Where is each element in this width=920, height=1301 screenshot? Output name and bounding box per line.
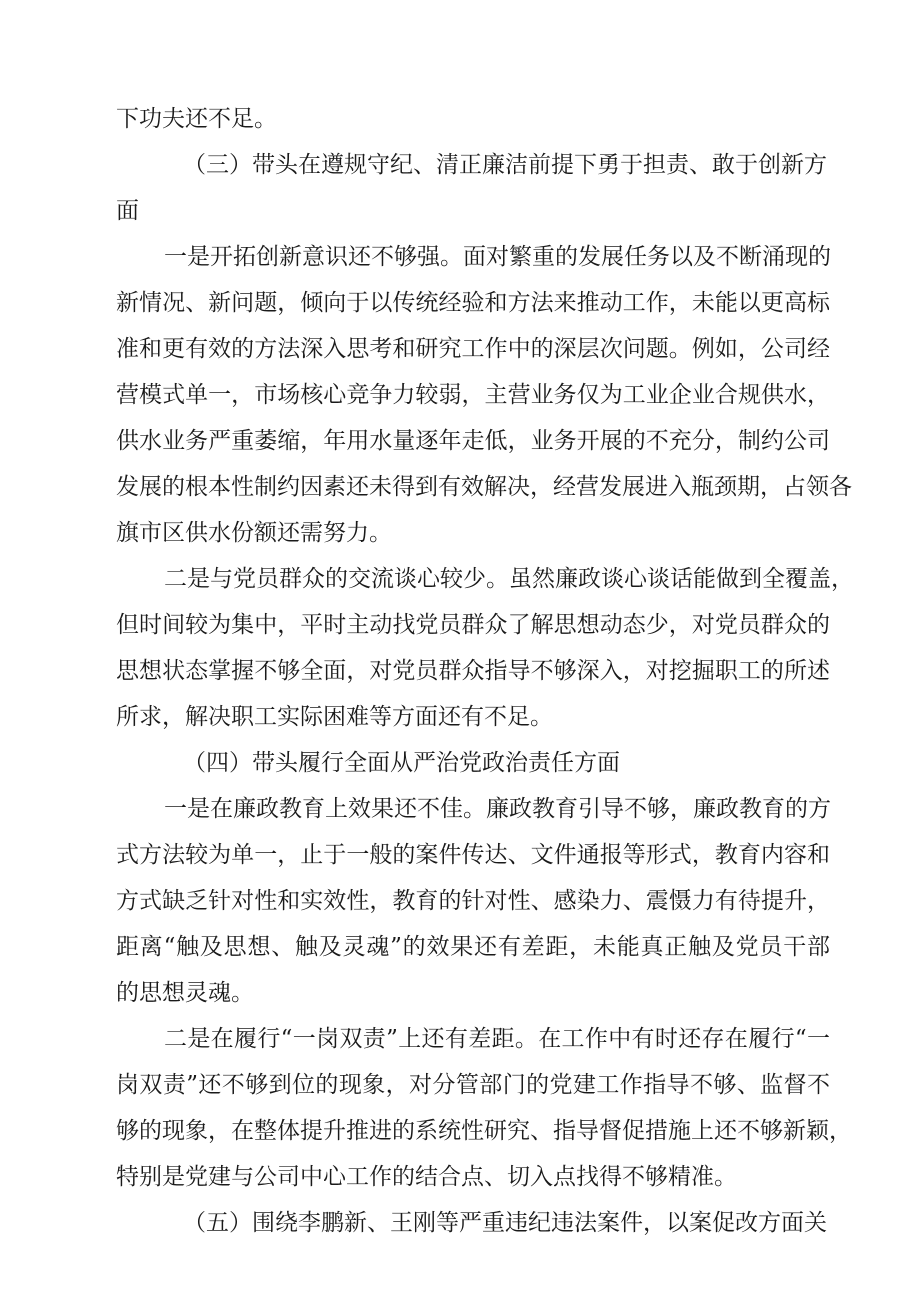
text-line: 所求，解决职工实际困难等方面还有不足。 — [116, 704, 553, 730]
text-line: 供水业务严重萎缩，年用水量逐年走低，业务开展的不充分，制约公司 — [116, 428, 830, 454]
section-heading: （四）带头履行全面从严治党政治责任方面 — [183, 750, 620, 776]
text-line: 够的现象，在整体提升推进的系统性研究、指导督促措施上还不够新颖， — [116, 1118, 852, 1144]
text-line: 新情况、新问题，倾向于以传统经验和方法来推动工作，未能以更高标 — [116, 290, 830, 316]
text-line: 但时间较为集中，平时主动找党员群众了解思想动态少，对党员群众的 — [116, 612, 830, 638]
section-heading: 面 — [116, 198, 139, 224]
text-line: 方式缺乏针对性和实效性，教育的针对性、感染力、震慑力有待提升， — [116, 888, 830, 914]
section-heading: （五）围绕李鹏新、王刚等严重违纪违法案件，以案促改方面关 — [183, 1210, 827, 1236]
text-line: 一是开拓创新意识还不够强。面对繁重的发展任务以及不断涌现的 — [164, 244, 831, 270]
text-line: 二是与党员群众的交流谈心较少。虽然廉政谈心谈话能做到全覆盖， — [164, 566, 854, 592]
text-line: 特别是党建与公司中心工作的结合点、切入点找得不够精准。 — [116, 1164, 737, 1190]
text-line: 岗双责”还不够到位的现象，对分管部门的党建工作指导不够、监督不 — [116, 1072, 830, 1098]
text-line: 准和更有效的方法深入思考和研究工作中的深层次问题。例如，公司经 — [116, 336, 830, 362]
text-line: 旗市区供水份额还需努力。 — [116, 520, 392, 546]
text-line: 式方法较为单一，止于一般的案件传达、文件通报等形式，教育内容和 — [116, 842, 830, 868]
text-line: 二是在履行“一岗双责”上还有差距。在工作中有时还存在履行“一 — [164, 1026, 830, 1052]
text-line: 营模式单一，市场核心竞争力较弱，主营业务仅为工业企业合规供水， — [116, 382, 830, 408]
text-line: 的思想灵魂。 — [116, 980, 254, 1006]
text-line: 发展的根本性制约因素还未得到有效解决，经营发展进入瓶颈期，占领各 — [116, 474, 852, 500]
text-line: 下功夫还不足。 — [116, 106, 277, 132]
text-line: 思想状态掌握不够全面，对党员群众指导不够深入，对挖掘职工的所述 — [116, 658, 830, 684]
text-line: 距离“触及思想、触及灵魂”的效果还有差距，未能真正触及党员干部 — [116, 934, 830, 960]
section-heading: （三）带头在遵规守纪、清正廉洁前提下勇于担责、敢于创新方 — [183, 152, 827, 178]
text-line: 一是在廉政教育上效果还不佳。廉政教育引导不够，廉政教育的方 — [164, 796, 831, 822]
